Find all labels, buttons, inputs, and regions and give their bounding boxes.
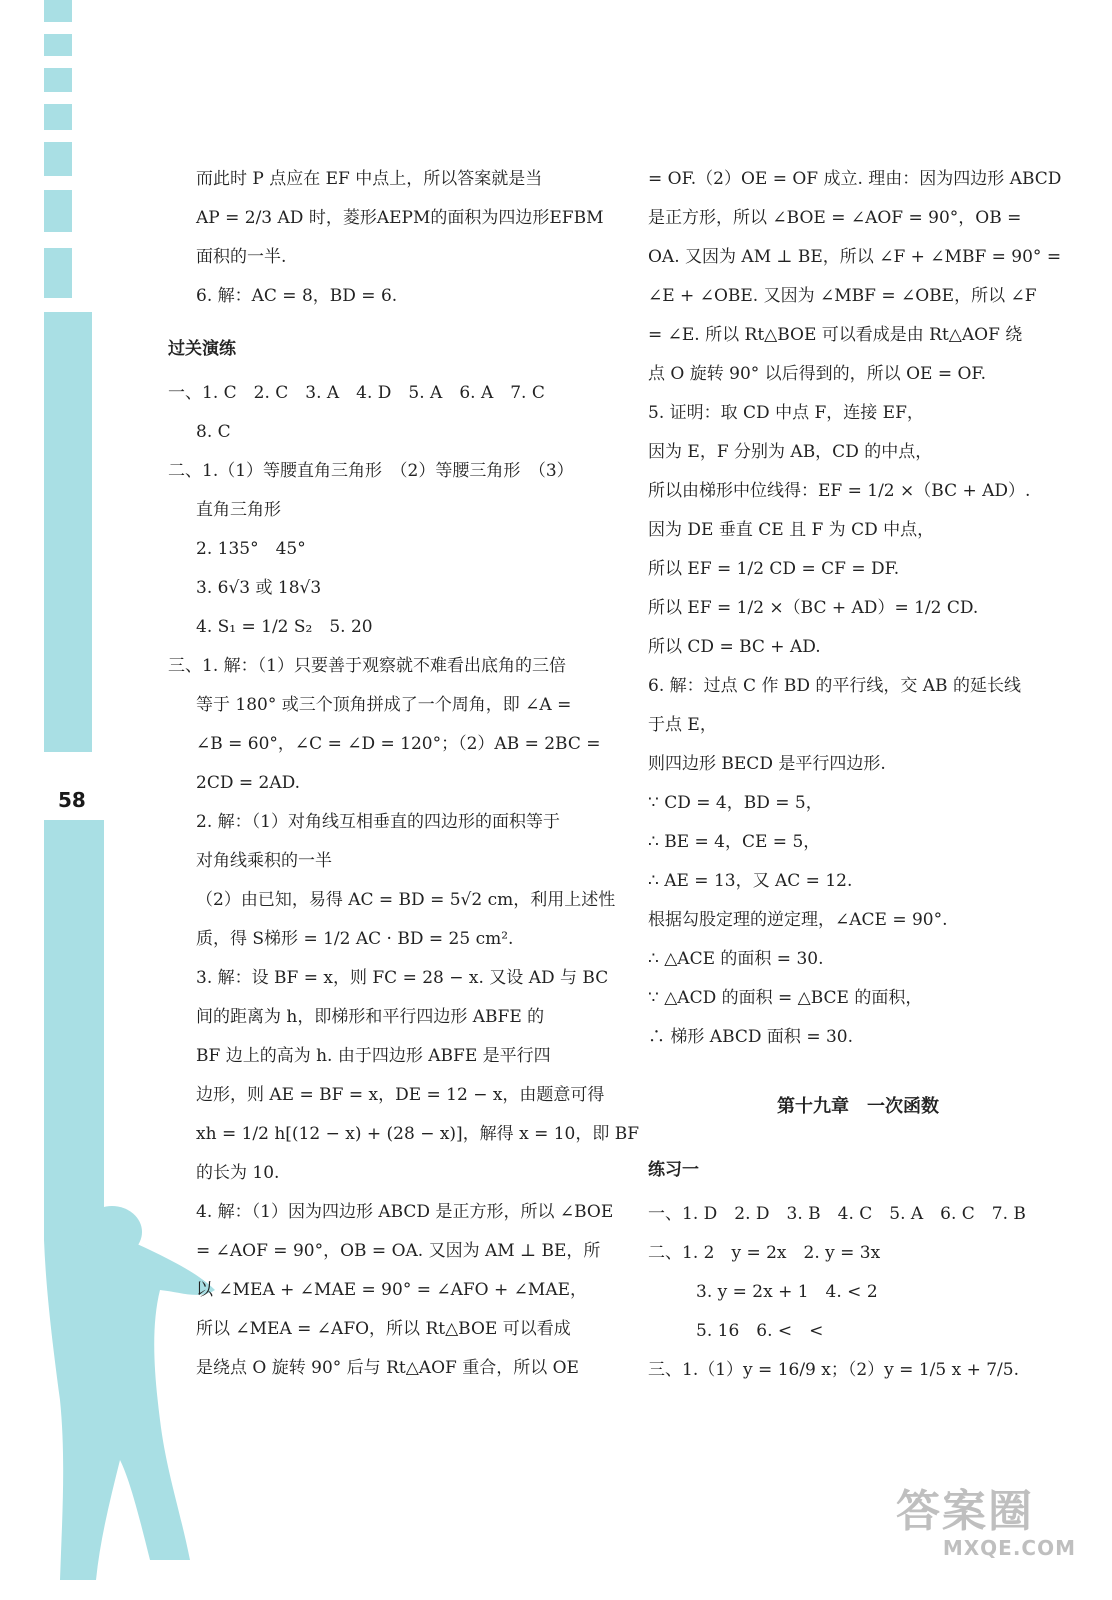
answer-line: ∵ △ACD 的面积 = △BCE 的面积， — [648, 988, 923, 1008]
page-number: 58 — [58, 788, 86, 812]
answer-line: 于点 E， — [648, 715, 717, 735]
answer-line: 所以 ∠MEA = ∠AFO，所以 Rt△BOE 可以看成 — [196, 1319, 571, 1339]
answer-line: 所以 CD = BC + AD. — [648, 637, 821, 657]
section-title: 过关演练 — [168, 339, 236, 359]
answer-line: 则四边形 BECD 是平行四边形. — [648, 754, 886, 774]
answer-line: 根据勾股定理的逆定理，∠ACE = 90°. — [648, 910, 948, 930]
answer-line: = ∠AOF = 90°，OB = OA. 又因为 AM ⊥ BE，所 — [196, 1241, 601, 1261]
chapter-title: 第十九章 一次函数 — [777, 1096, 939, 1117]
answer-line: 是正方形，所以 ∠BOE = ∠AOF = 90°，OB = — [648, 208, 1022, 228]
answer-line: 间的距离为 h，即梯形和平行四边形 ABFE 的 — [196, 1007, 545, 1027]
answer-line: 8. C — [196, 422, 231, 442]
answer-line: 4. S₁ = 1/2 S₂ 5. 20 — [196, 617, 373, 637]
answer-line: 3. 解：设 BF = x，则 FC = 28 − x. 又设 AD 与 BC — [196, 968, 609, 988]
answer-line: 所以 EF = 1/2 CD = CF = DF. — [648, 559, 900, 579]
watermark-url: MXQE.COM — [942, 1536, 1076, 1560]
answer-line: 而此时 P 点应在 EF 中点上，所以答案就是当 — [196, 169, 543, 189]
answer-line: ∠B = 60°，∠C = ∠D = 120°；（2）AB = 2BC = — [196, 734, 601, 754]
answer-line: 因为 E，F 分别为 AB，CD 的中点， — [648, 442, 933, 462]
answer-line: 以 ∠MEA + ∠MAE = 90° = ∠AFO + ∠MAE， — [196, 1280, 588, 1300]
answer-line: 因为 DE 垂直 CE 且 F 为 CD 中点， — [648, 520, 935, 540]
answer-line: ∴ △ACE 的面积 = 30. — [648, 949, 824, 969]
answer-line: 所以 EF = 1/2 ×（BC + AD）= 1/2 CD. — [648, 598, 979, 618]
answer-line: = ∠E. 所以 Rt△BOE 可以看成是由 Rt△AOF 绕 — [648, 325, 1023, 345]
answer-line: 一、1. D 2. D 3. B 4. C 5. A 6. C 7. B — [648, 1204, 1026, 1224]
section-title: 练习一 — [648, 1160, 699, 1180]
answer-line: 的长为 10. — [196, 1163, 280, 1183]
watermark-logo-text: 答案圈 — [896, 1486, 1034, 1537]
answer-line: 5. 证明：取 CD 中点 F，连接 EF， — [648, 403, 924, 423]
answer-line: 直角三角形 — [196, 500, 281, 520]
answer-line: 2. 解：（1）对角线互相垂直的四边形的面积等于 — [196, 812, 560, 832]
answer-line: 是绕点 O 旋转 90° 后与 Rt△AOF 重合，所以 OE — [196, 1358, 579, 1378]
answer-line: ∴ BE = 4，CE = 5， — [648, 832, 821, 852]
answer-line: 二、1. 2 y = 2x 2. y = 3x — [648, 1243, 881, 1263]
answer-line: 对角线乘积的一半 — [196, 851, 332, 871]
answer-line: 三、1.（1）y = 16/9 x；（2）y = 1/5 x + 7/5. — [648, 1360, 1019, 1380]
answer-line: OA. 又因为 AM ⊥ BE，所以 ∠F + ∠MBF = 90° = — [648, 247, 1062, 267]
answer-line: ∵ CD = 4，BD = 5， — [648, 793, 823, 813]
answer-line: ∠E + ∠OBE. 又因为 ∠MBF = ∠OBE，所以 ∠F — [648, 286, 1037, 306]
watermark-logo — [896, 1488, 1076, 1558]
answer-line: ∴ AE = 13，又 AC = 12. — [648, 871, 853, 891]
answer-line: 2CD = 2AD. — [196, 773, 301, 793]
answer-line: 3. y = 2x + 1 4. < 2 — [696, 1282, 878, 1302]
answer-line: 2. 135° 45° — [196, 539, 306, 559]
answer-line: 4. 解：（1）因为四边形 ABCD 是正方形，所以 ∠BOE — [196, 1202, 614, 1222]
answer-line: ∴ 梯形 ABCD 面积 = 30. — [648, 1027, 854, 1047]
answer-line: 6. 解：过点 C 作 BD 的平行线，交 AB 的延长线 — [648, 676, 1021, 696]
answer-line: 6. 解：AC = 8，BD = 6. — [196, 286, 398, 306]
answer-line: AP = 2/3 AD 时，菱形AEPM的面积为四边形EFBM — [196, 208, 604, 228]
answer-line: 二、1.（1）等腰直角三角形 （2）等腰三角形 （3） — [168, 461, 574, 481]
answer-line: 点 O 旋转 90° 以后得到的，所以 OE = OF. — [648, 364, 986, 384]
answer-line: 一、1. C 2. C 3. A 4. D 5. A 6. A 7. C — [168, 383, 545, 403]
answer-line: 质，得 S梯形 = 1/2 AC · BD = 25 cm². — [196, 929, 514, 949]
answer-line: xh = 1/2 h[(12 − x) + (28 − x)]，解得 x = 10，即 BF — [196, 1124, 640, 1144]
answer-line: 所以由梯形中位线得：EF = 1/2 ×（BC + AD）. — [648, 481, 1031, 501]
answer-line: 边形，则 AE = BF = x，DE = 12 − x，由题意可得 — [196, 1085, 605, 1105]
answer-line: 三、1. 解：（1）只要善于观察就不难看出底角的三倍 — [168, 656, 566, 676]
answer-line: 3. 6√3 或 18√3 — [196, 578, 322, 598]
answer-column-left — [168, 160, 640, 1388]
answer-line: = OF.（2）OE = OF 成立. 理由：因为四边形 ABCD — [648, 169, 1062, 189]
answer-column-right — [648, 160, 1068, 1390]
answer-line: 面积的一半. — [196, 247, 287, 267]
answer-line: 5. 16 6. < < — [696, 1321, 824, 1341]
answer-line: 等于 180° 或三个顶角拼成了一个周角，即 ∠A = — [196, 695, 572, 715]
answer-line: （2）由已知，易得 AC = BD = 5√2 cm，利用上述性 — [196, 890, 616, 910]
answer-line: BF 边上的高为 h. 由于四边形 ABFE 是平行四 — [196, 1046, 551, 1066]
